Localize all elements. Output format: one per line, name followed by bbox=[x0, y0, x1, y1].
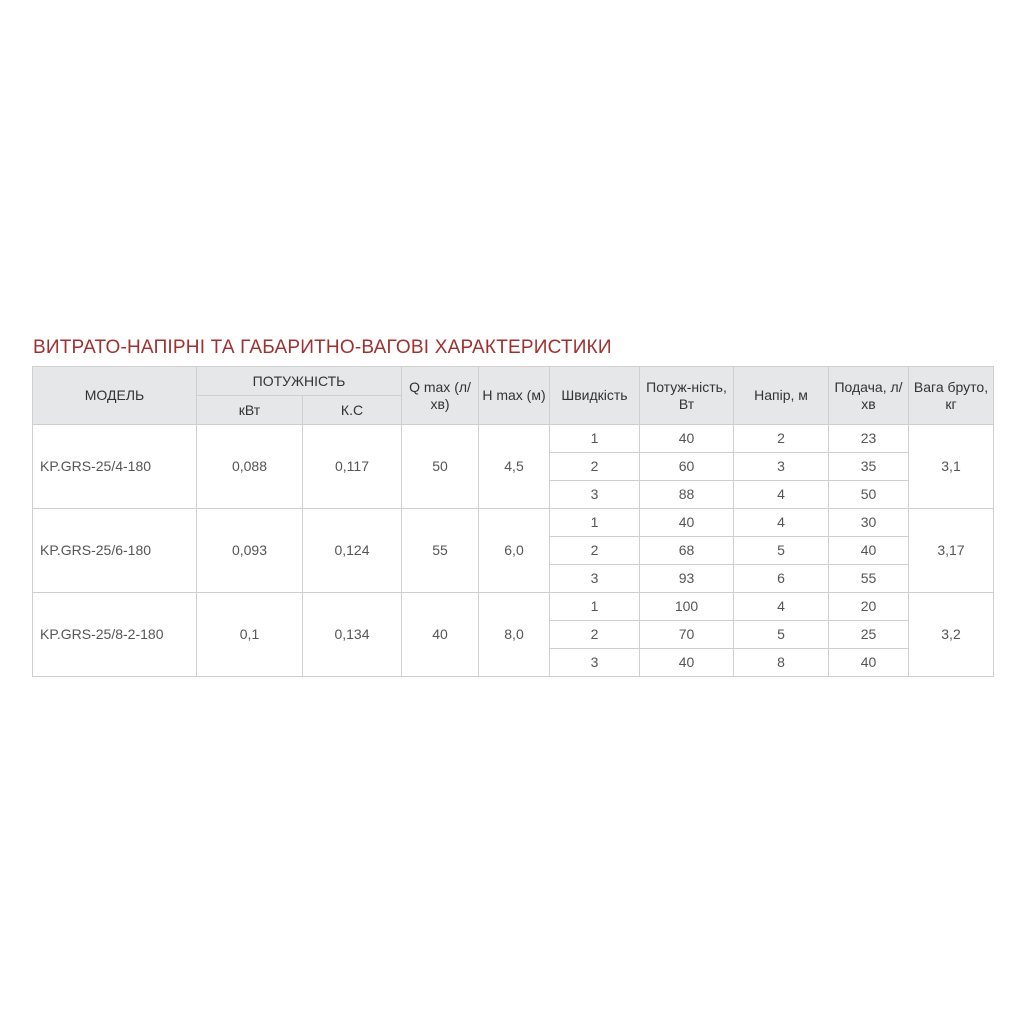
head-cell: 4 bbox=[734, 509, 829, 537]
header-speed: Швидкість bbox=[550, 367, 640, 425]
speed-cell: 1 bbox=[550, 593, 640, 621]
model-name: KP.GRS-25/6-180 bbox=[33, 509, 197, 593]
header-weight: Вага бруто, кг bbox=[909, 367, 994, 425]
flow-cell: 35 bbox=[829, 453, 909, 481]
flow-cell: 50 bbox=[829, 481, 909, 509]
model-qmax: 50 bbox=[402, 425, 479, 509]
power-cell: 68 bbox=[640, 537, 734, 565]
power-cell: 70 bbox=[640, 621, 734, 649]
flow-cell: 40 bbox=[829, 649, 909, 677]
model-name: KP.GRS-25/8-2-180 bbox=[33, 593, 197, 677]
flow-cell: 40 bbox=[829, 537, 909, 565]
head-cell: 3 bbox=[734, 453, 829, 481]
power-cell: 100 bbox=[640, 593, 734, 621]
head-cell: 5 bbox=[734, 621, 829, 649]
power-cell: 60 bbox=[640, 453, 734, 481]
model-weight: 3,2 bbox=[909, 593, 994, 677]
power-cell: 40 bbox=[640, 425, 734, 453]
model-name: KP.GRS-25/4-180 bbox=[33, 425, 197, 509]
head-cell: 6 bbox=[734, 565, 829, 593]
model-qmax: 55 bbox=[402, 509, 479, 593]
head-cell: 4 bbox=[734, 481, 829, 509]
table-row bbox=[33, 425, 994, 453]
flow-cell: 55 bbox=[829, 565, 909, 593]
header-model: МОДЕЛЬ bbox=[33, 367, 197, 425]
header-hmax: H max (м) bbox=[479, 367, 550, 425]
head-cell: 4 bbox=[734, 593, 829, 621]
head-cell: 2 bbox=[734, 425, 829, 453]
model-weight: 3,1 bbox=[909, 425, 994, 509]
model-kw: 0,093 bbox=[197, 509, 303, 593]
model-hp: 0,117 bbox=[303, 425, 402, 509]
model-hmax: 4,5 bbox=[479, 425, 550, 509]
table-row bbox=[33, 509, 994, 537]
header-head: Напір, м bbox=[734, 367, 829, 425]
speed-cell: 1 bbox=[550, 509, 640, 537]
head-cell: 5 bbox=[734, 537, 829, 565]
header-power-w: Потуж-ність, Вт bbox=[640, 367, 734, 425]
page-title: ВИТРАТО-НАПІРНІ ТА ГАБАРИТНО-ВАГОВІ ХАРАКТЕРИСТИКИ bbox=[33, 337, 612, 358]
model-hp: 0,134 bbox=[303, 593, 402, 677]
power-cell: 88 bbox=[640, 481, 734, 509]
header-qmax: Q max (л/хв) bbox=[402, 367, 479, 425]
model-kw: 0,088 bbox=[197, 425, 303, 509]
flow-cell: 25 bbox=[829, 621, 909, 649]
header-hp: К.С bbox=[303, 396, 402, 425]
power-cell: 40 bbox=[640, 649, 734, 677]
model-weight: 3,17 bbox=[909, 509, 994, 593]
spec-table bbox=[32, 366, 994, 677]
model-hmax: 8,0 bbox=[479, 593, 550, 677]
header-power: ПОТУЖНІСТЬ bbox=[197, 367, 402, 396]
power-cell: 40 bbox=[640, 509, 734, 537]
model-qmax: 40 bbox=[402, 593, 479, 677]
flow-cell: 20 bbox=[829, 593, 909, 621]
speed-cell: 3 bbox=[550, 481, 640, 509]
flow-cell: 30 bbox=[829, 509, 909, 537]
model-kw: 0,1 bbox=[197, 593, 303, 677]
flow-cell: 23 bbox=[829, 425, 909, 453]
speed-cell: 2 bbox=[550, 453, 640, 481]
speed-cell: 2 bbox=[550, 621, 640, 649]
table-row bbox=[33, 593, 994, 621]
head-cell: 8 bbox=[734, 649, 829, 677]
speed-cell: 1 bbox=[550, 425, 640, 453]
header-kw: кВт bbox=[197, 396, 303, 425]
header-flow: Подача, л/хв bbox=[829, 367, 909, 425]
power-cell: 93 bbox=[640, 565, 734, 593]
model-hp: 0,124 bbox=[303, 509, 402, 593]
speed-cell: 2 bbox=[550, 537, 640, 565]
speed-cell: 3 bbox=[550, 565, 640, 593]
model-hmax: 6,0 bbox=[479, 509, 550, 593]
speed-cell: 3 bbox=[550, 649, 640, 677]
